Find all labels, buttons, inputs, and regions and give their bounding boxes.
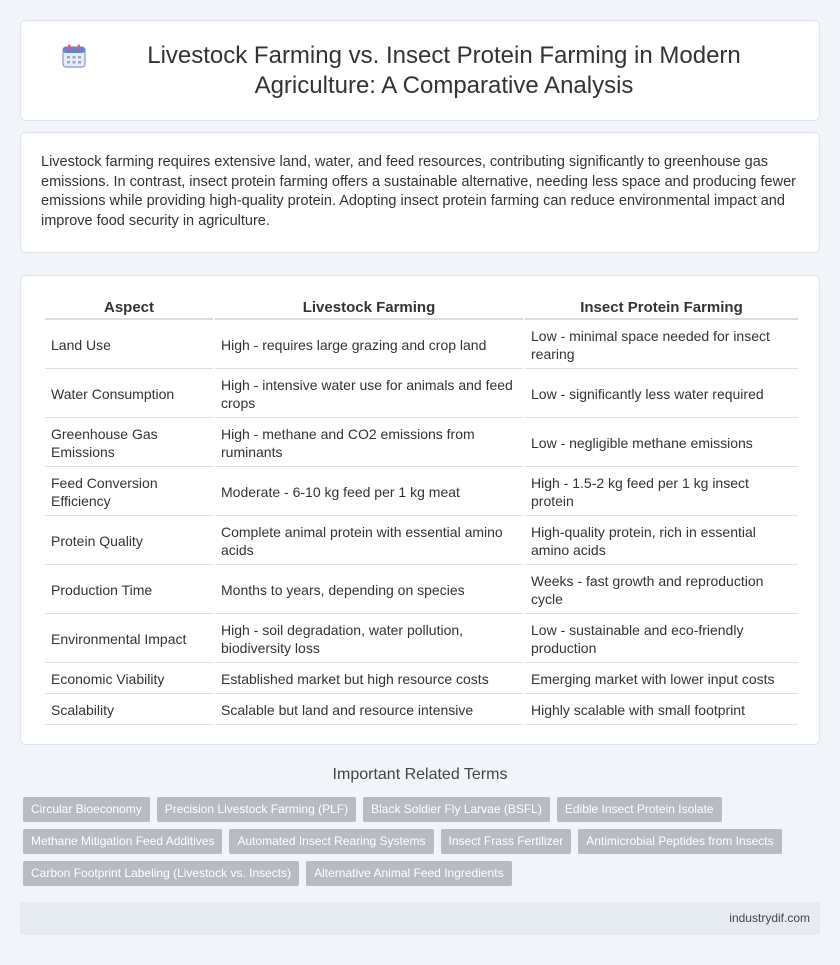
- cell-livestock: High - soil degradation, water pollution, biodiversity loss: [215, 616, 523, 663]
- cell-insect: Low - minimal space needed for insect rearing: [525, 322, 798, 369]
- table-row: [45, 322, 798, 369]
- table-row: [45, 469, 798, 516]
- cell-insect: Weeks - fast growth and reproduction cycle: [525, 567, 798, 614]
- cell-livestock: High - methane and CO2 emissions from ruminants: [215, 420, 523, 467]
- title-card: [20, 20, 820, 121]
- page-title: Livestock Farming vs. Insect Protein Farming in Modern Agriculture: A Comparative Analysis: [147, 41, 741, 99]
- tag-methane-mitigation-feed-additives[interactable]: Methane Mitigation Feed Additives: [23, 829, 222, 854]
- cell-insect: Highly scalable with small footprint: [525, 696, 798, 725]
- table-row: [45, 371, 798, 418]
- header-insect: Insect Protein Farming: [525, 298, 798, 320]
- table-row: [45, 567, 798, 614]
- cell-aspect: Protein Quality: [45, 518, 213, 565]
- tag-antimicrobial-peptides[interactable]: Antimicrobial Peptides from Insects: [578, 829, 781, 854]
- cell-insect: High - 1.5-2 kg feed per 1 kg insect protein: [525, 469, 798, 516]
- tag-carbon-footprint-labeling[interactable]: Carbon Footprint Labeling (Livestock vs. Insects): [23, 861, 299, 886]
- intro-text: Livestock farming requires extensive land, water, and feed resources, contributing significantly to greenhouse gas emissions. In contrast, insect protein farming offers a sustainable alternative, needing less space and producing fewer emissions while providing high-quality protein. Adopting insect protein farming can reduce environmental impact and improve food security in agriculture.: [41, 154, 796, 229]
- tag-black-soldier-fly-larvae[interactable]: Black Soldier Fly Larvae (BSFL): [363, 797, 550, 822]
- cell-livestock: Months to years, depending on species: [215, 567, 523, 614]
- cell-livestock: Moderate - 6-10 kg feed per 1 kg meat: [215, 469, 523, 516]
- calendar-icon: [61, 43, 87, 69]
- header-livestock: Livestock Farming: [215, 298, 523, 320]
- related-terms-title: Important Related Terms: [332, 766, 508, 783]
- comparison-card: [20, 275, 820, 745]
- cell-insect: Low - negligible methane emissions: [525, 420, 798, 467]
- footer-site-link[interactable]: industrydif.com: [729, 911, 810, 925]
- tag-automated-insect-rearing-systems[interactable]: Automated Insect Rearing Systems: [229, 829, 433, 854]
- cell-aspect: Environmental Impact: [45, 616, 213, 663]
- table-row: [45, 420, 798, 467]
- footer: [20, 902, 820, 935]
- cell-aspect: Scalability: [45, 696, 213, 725]
- tag-circular-bioeconomy[interactable]: Circular Bioeconomy: [23, 797, 150, 822]
- tag-alternative-animal-feed[interactable]: Alternative Animal Feed Ingredients: [306, 861, 511, 886]
- cell-aspect: Economic Viability: [45, 665, 213, 694]
- tag-edible-insect-protein-isolate[interactable]: Edible Insect Protein Isolate: [557, 797, 722, 822]
- title-wrap: [21, 41, 819, 101]
- cell-aspect: Feed Conversion Efficiency: [45, 469, 213, 516]
- tag-insect-frass-fertilizer[interactable]: Insect Frass Fertilizer: [441, 829, 572, 854]
- comparison-table: [43, 296, 800, 727]
- table-row: [45, 665, 798, 694]
- cell-aspect: Production Time: [45, 567, 213, 614]
- cell-livestock: Scalable but land and resource intensive: [215, 696, 523, 725]
- cell-livestock: High - requires large grazing and crop land: [215, 322, 523, 369]
- cell-livestock: Complete animal protein with essential amino acids: [215, 518, 523, 565]
- tag-precision-livestock-farming[interactable]: Precision Livestock Farming (PLF): [157, 797, 356, 822]
- cell-aspect: Water Consumption: [45, 371, 213, 418]
- cell-insect: Emerging market with lower input costs: [525, 665, 798, 694]
- cell-livestock: Established market but high resource costs: [215, 665, 523, 694]
- cell-livestock: High - intensive water use for animals and feed crops: [215, 371, 523, 418]
- intro-card: [20, 132, 820, 253]
- cell-aspect: Land Use: [45, 322, 213, 369]
- header-aspect: Aspect: [45, 298, 213, 320]
- related-tags: [23, 797, 823, 893]
- cell-insect: Low - significantly less water required: [525, 371, 798, 418]
- cell-insect: Low - sustainable and eco-friendly production: [525, 616, 798, 663]
- cell-insect: High-quality protein, rich in essential amino acids: [525, 518, 798, 565]
- cell-aspect: Greenhouse Gas Emissions: [45, 420, 213, 467]
- table-row: [45, 616, 798, 663]
- table-header-row: [45, 298, 798, 320]
- table-row: [45, 696, 798, 725]
- table-row: [45, 518, 798, 565]
